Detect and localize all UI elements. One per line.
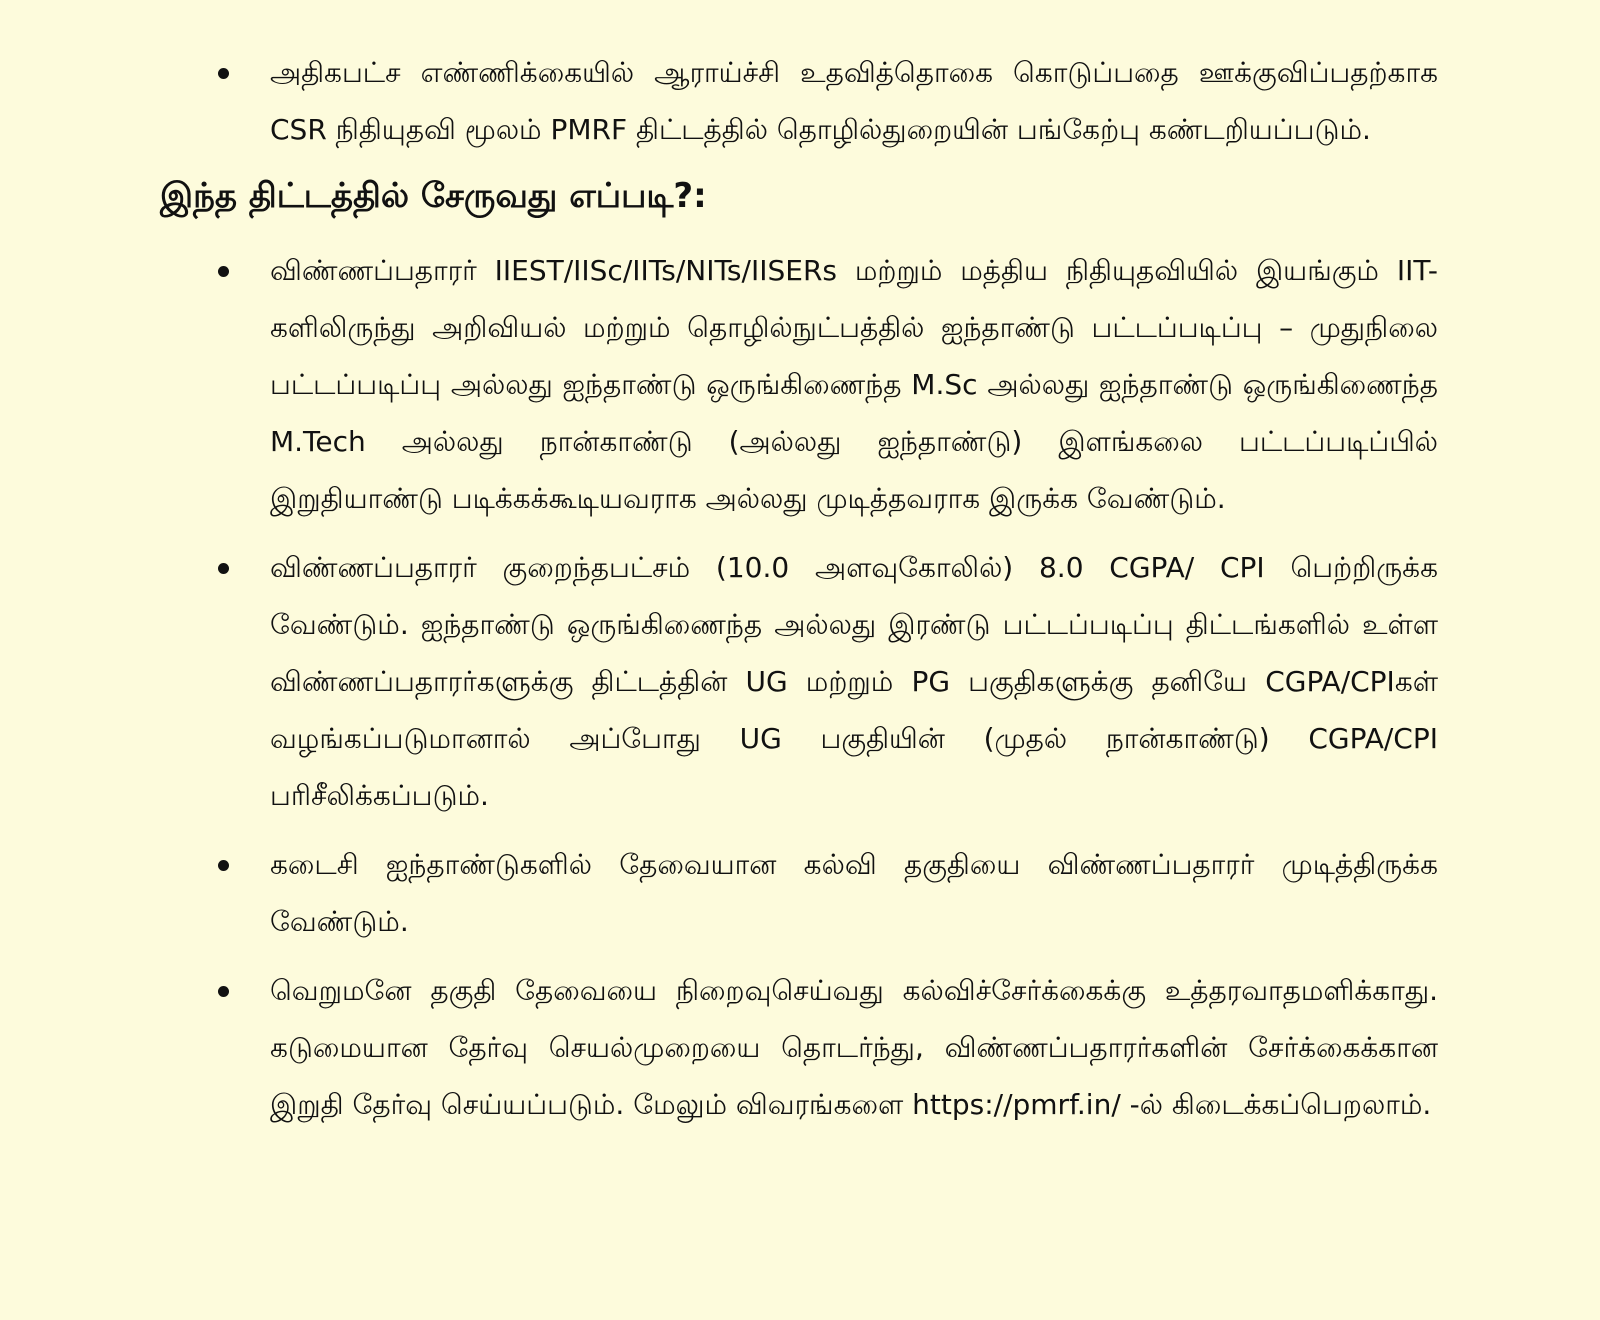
list-item: கடைசி ஐந்தாண்டுகளில் தேவையான கல்வி தகுதியை விண்ணப்பதாரர் முடித்திருக்க வேண்டும். xyxy=(270,836,1438,950)
section-heading: இந்த திட்டத்தில் சேருவது எப்படி?: xyxy=(160,176,707,216)
list-item: விண்ணப்பதாரர் குறைந்தபட்சம் (10.0 அளவுகோலில்) 8.0 CGPA/ CPI பெற்றிருக்க வேண்டும். ஐந்தாண்டு ஒருங்கிணைந்த அல்லது இரண்டு பட்டப்படிப்பு திட்டங்களில் உள்ள விண்ணப்பதாரர்களுக்கு திட்டத்தின் UG மற்றும் PG பகுதிகளுக்கு தனியே CGPA/CPIகள் வழங்கப்படுமானால் அப்போது UG பகுதியின் (முதல் நான்காண்டு) CGPA/CPI பரிசீலிக்கப்படும். xyxy=(270,539,1438,824)
intro-bullet-list xyxy=(0,44,1600,158)
eligibility-bullet-list xyxy=(0,242,1600,1133)
list-item: வெறுமனே தகுதி தேவையை நிறைவுசெய்வது கல்விச்சேர்க்கைக்கு உத்தரவாதமளிக்காது. கடுமையான தேர்வு செயல்முறையை தொடர்ந்து, விண்ணப்பதாரர்களின் சேர்க்கைக்கான இறுதி தேர்வு செய்யப்படும். மேலும் விவரங்களை https://pmrf.in/ -ல் கிடைக்கப்பெறலாம். xyxy=(270,962,1438,1133)
list-item: விண்ணப்பதாரர் IIEST/IISc/IITs/NITs/IISERs மற்றும் மத்திய நிதியுதவியில் இயங்கும் IIT-களிலிருந்து அறிவியல் மற்றும் தொழில்நுட்பத்தில் ஐந்தாண்டு பட்டப்படிப்பு – முதுநிலை பட்டப்படிப்பு அல்லது ஐந்தாண்டு ஒருங்கிணைந்த M.Sc அல்லது ஐந்தாண்டு ஒருங்கிணைந்த M.Tech அல்லது நான்காண்டு (அல்லது ஐந்தாண்டு) இளங்கலை பட்டப்படிப்பில் இறுதியாண்டு படிக்கக்கூடியவராக அல்லது முடித்தவராக இருக்க வேண்டும். xyxy=(270,242,1438,527)
list-item: அதிகபட்ச எண்ணிக்கையில் ஆராய்ச்சி உதவித்தொகை கொடுப்பதை ஊக்குவிப்பதற்காக CSR நிதியுதவி மூலம் PMRF திட்டத்தில் தொழில்துறையின் பங்கேற்பு கண்டறியப்படும். xyxy=(270,44,1438,158)
